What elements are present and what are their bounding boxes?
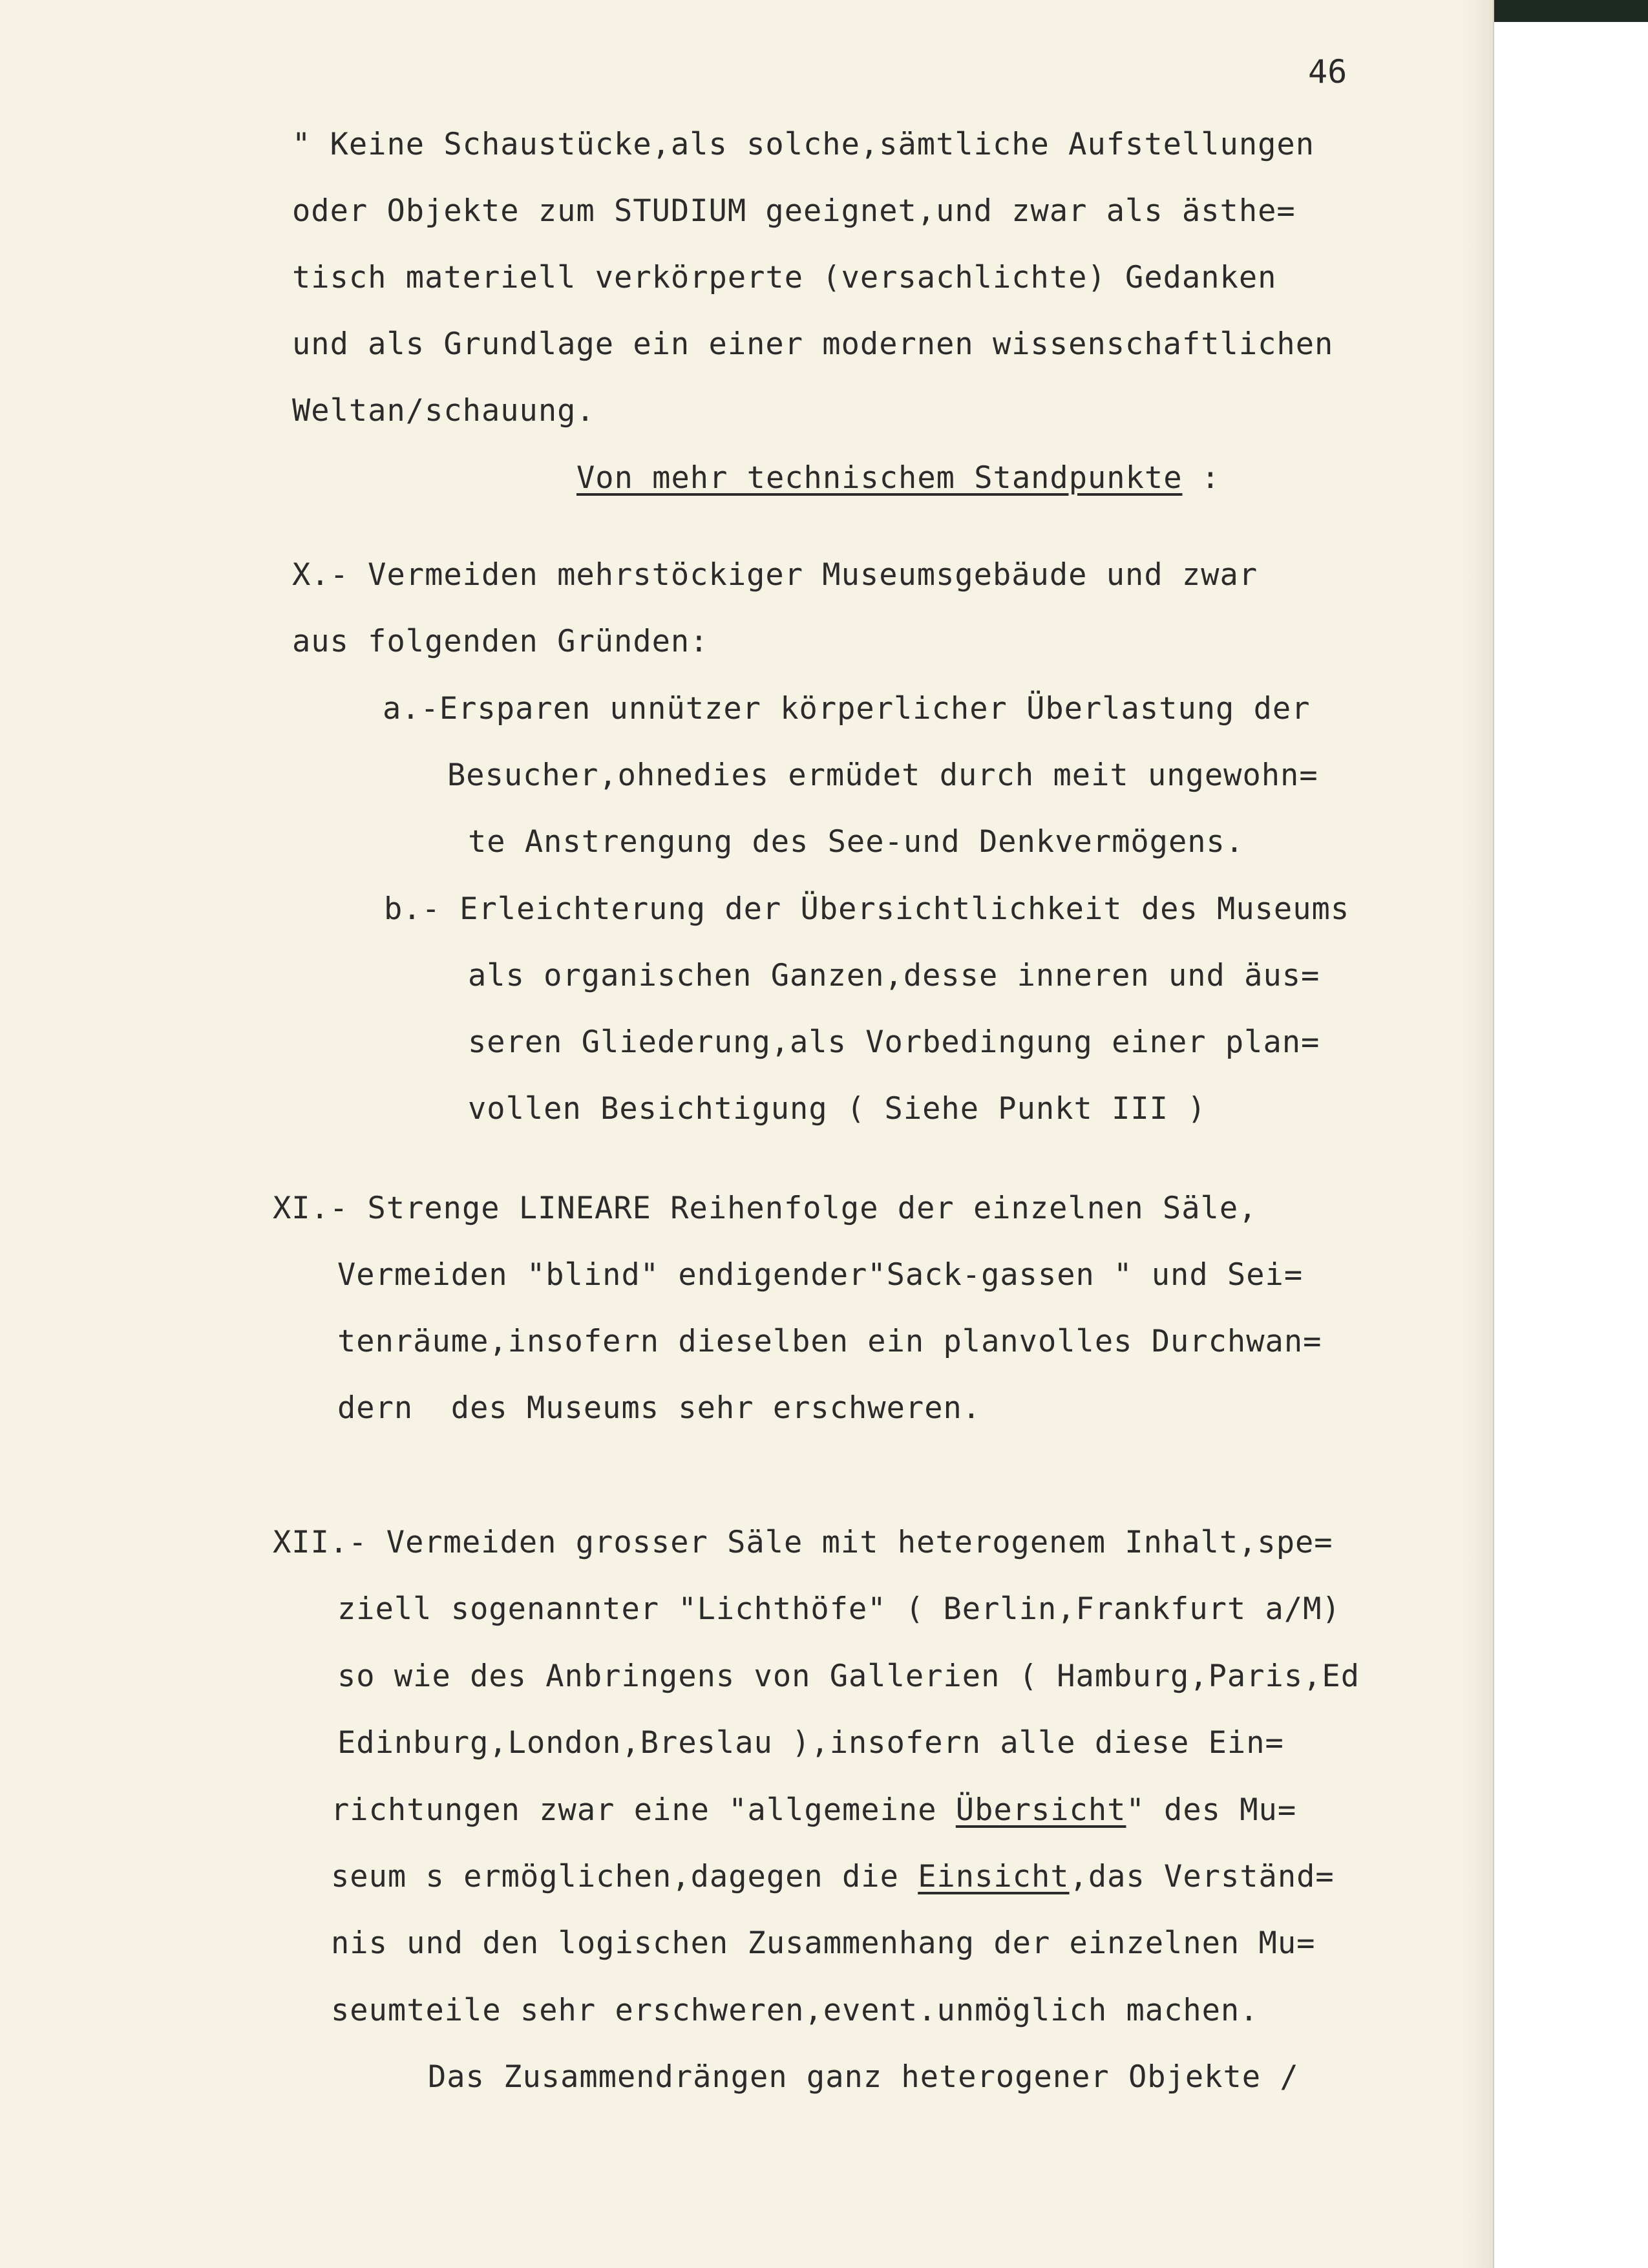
underlined-word-einsicht: Einsicht bbox=[918, 1859, 1070, 1894]
point-x-b-line-3: seren Gliederung,als Vorbedingung einer plan= bbox=[468, 1024, 1320, 1060]
point-xii-line-7: nis und den logischen Zusammenhang der einzelnen Mu= bbox=[331, 1925, 1316, 1961]
point-xii-line-5 bbox=[331, 1791, 1296, 1830]
point-xii-line-5-end: " des Mu= bbox=[1126, 1792, 1297, 1828]
point-xii-line-9: Das Zusammendrängen ganz heterogener Objekte / bbox=[428, 2059, 1299, 2095]
background-edge bbox=[1494, 0, 1648, 22]
point-xii-line-8: seumteile sehr erschweren,event.unmöglich machen. bbox=[331, 1993, 1259, 2028]
text-line-1: " Keine Schaustücke,als solche,sämtliche Aufstellungen bbox=[292, 127, 1315, 162]
text-line-3: tisch materiell verkörperte (versachlichte) Gedanken bbox=[292, 260, 1277, 295]
point-xi-line-2: Vermeiden "blind" endigender"Sack-gassen " und Sei= bbox=[337, 1257, 1304, 1293]
page-number: 46 bbox=[1308, 53, 1347, 90]
point-xii-line-3: so wie des Anbringens von Gallerien ( Hamburg,Paris,Ed bbox=[337, 1659, 1360, 1694]
underlined-word-uebersicht: Übersicht bbox=[955, 1792, 1126, 1828]
point-xii-line-5-start: richtungen zwar eine "allgemeine bbox=[331, 1792, 956, 1828]
text-line-2: oder Objekte zum STUDIUM geeignet,und zwar als ästhe= bbox=[292, 193, 1296, 229]
point-xi-line-3: tenräume,insofern dieselben ein planvolles Durchwan= bbox=[337, 1324, 1322, 1359]
section-heading bbox=[576, 459, 1220, 498]
point-x-line-2: aus folgenden Gründen: bbox=[292, 624, 709, 659]
point-xii-line-6-start: seum s ermöglichen,dagegen die bbox=[331, 1859, 918, 1894]
point-xii-line-6 bbox=[331, 1858, 1335, 1896]
point-x-line-1: X.- Vermeiden mehrstöckiger Museumsgebäude und zwar bbox=[292, 557, 1258, 593]
point-xii-line-4: Edinburg,London,Breslau ),insofern alle diese Ein= bbox=[337, 1725, 1284, 1761]
point-xii-line-2: ziell sogenannter "Lichthöfe" ( Berlin,Frankfurt a/M) bbox=[337, 1591, 1341, 1627]
point-x-b-line-2: als organischen Ganzen,desse inneren und äus= bbox=[468, 958, 1320, 993]
point-x-b-line-1: b.- Erleichterung der Übersichtlichkeit des Museums bbox=[384, 891, 1350, 927]
section-heading-text: Von mehr technischem Standpunkte bbox=[576, 460, 1183, 496]
point-xii-line-6-end: ,das Verständ= bbox=[1069, 1859, 1335, 1894]
point-xi-line-4: dern des Museums sehr erschweren. bbox=[337, 1390, 982, 1426]
point-x-a-line-3: te Anstrengung des See-und Denkvermögens. bbox=[468, 824, 1245, 860]
point-xi-line-1: XI.- Strenge LINEARE Reihenfolge der einzelnen Säle, bbox=[273, 1191, 1258, 1226]
text-line-4: und als Grundlage ein einer modernen wissenschaftlichen bbox=[292, 326, 1334, 362]
text-line-5: Weltan/schauung. bbox=[292, 393, 595, 429]
point-x-a-line-1: a.-Ersparen unnützer körperlicher Überlastung der bbox=[383, 691, 1311, 726]
point-x-a-line-2: Besucher,ohnedies ermüdet durch meit ungewohn= bbox=[447, 758, 1318, 793]
point-x-b-line-4: vollen Besichtigung ( Siehe Punkt III ) bbox=[468, 1091, 1207, 1127]
section-heading-colon: : bbox=[1182, 460, 1221, 496]
point-xii-line-1: XII.- Vermeiden grosser Säle mit heterogenem Inhalt,spe= bbox=[273, 1525, 1333, 1560]
page-fold-shadow bbox=[1461, 0, 1494, 2268]
